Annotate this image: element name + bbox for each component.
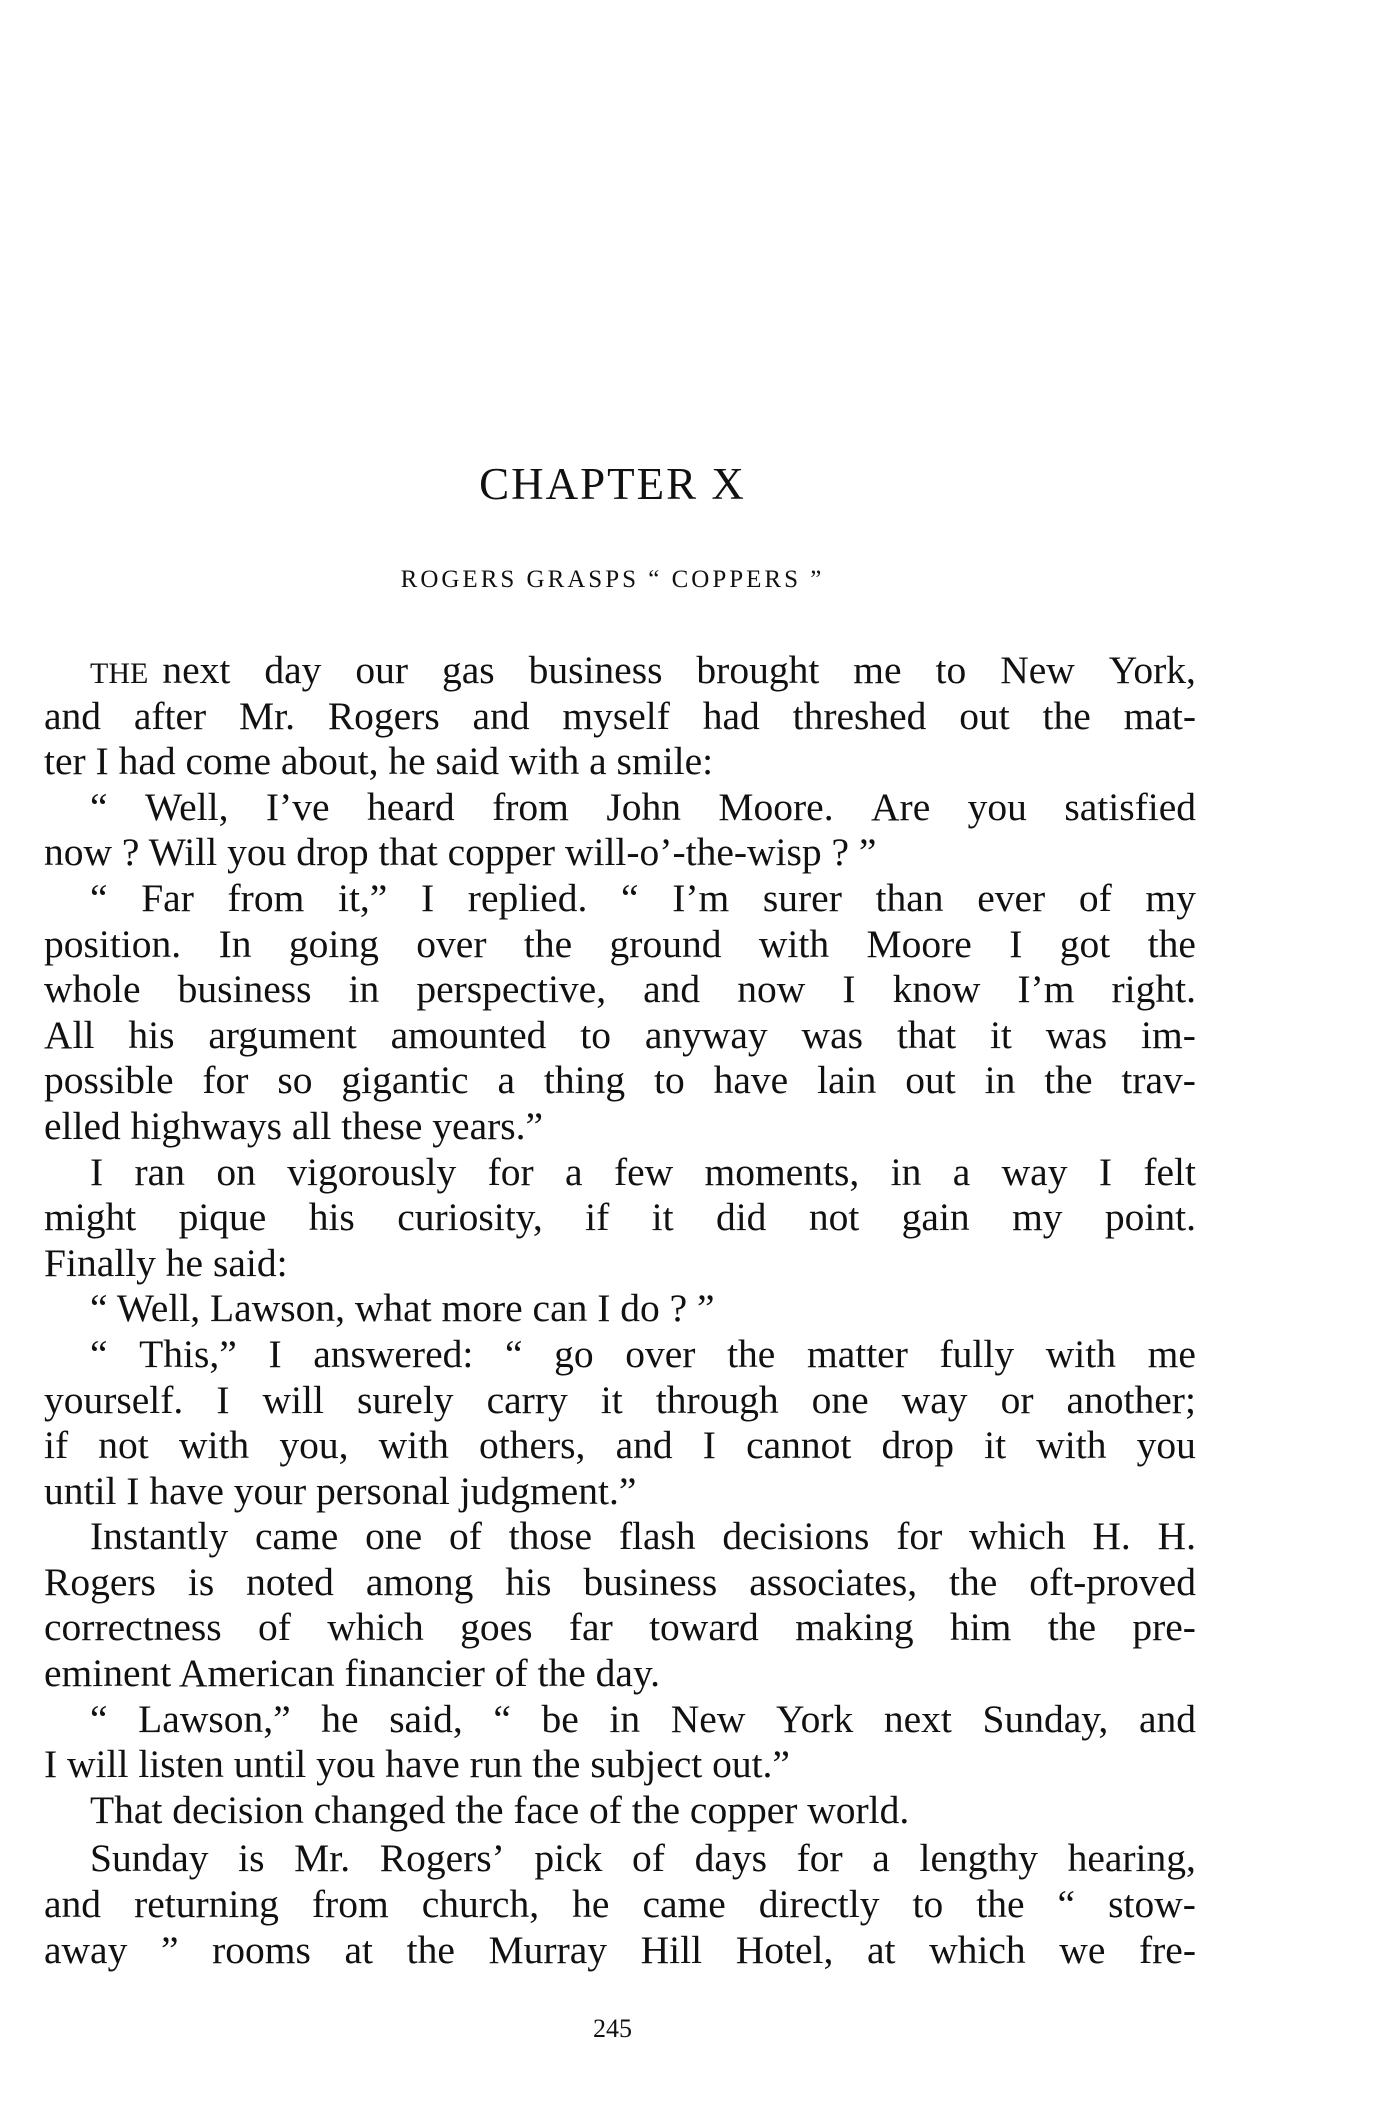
word: of: [448, 1514, 482, 1559]
word: said,: [389, 1696, 463, 1741]
word: his: [308, 1195, 355, 1240]
word: threshed: [792, 693, 927, 738]
word: thing: [543, 1058, 626, 1103]
word: and: [1138, 1696, 1196, 1741]
word: Well,: [144, 784, 229, 829]
word: Rogers’: [379, 1836, 505, 1881]
word: lain: [817, 1058, 877, 1103]
text-line: [44, 1332, 1196, 1378]
word: did: [715, 1195, 767, 1240]
word: oft-proved: [1029, 1559, 1196, 1604]
word: with: [1036, 1423, 1107, 1468]
word: im-: [1141, 1012, 1196, 1057]
word: it: [600, 1377, 623, 1422]
word: matter: [806, 1331, 908, 1376]
word: out: [959, 693, 1010, 738]
word: Moore: [866, 921, 972, 966]
word: surely: [357, 1377, 454, 1422]
opening-small-caps: THE: [90, 657, 149, 690]
word: making: [795, 1605, 914, 1650]
word: and: [44, 693, 102, 738]
word: position.: [44, 921, 182, 966]
word: was: [1045, 1012, 1108, 1057]
word: possible: [44, 1058, 174, 1103]
word: I: [1098, 1149, 1112, 1194]
word: his: [505, 1559, 552, 1604]
word: right.: [1111, 967, 1196, 1012]
word: now: [737, 967, 806, 1012]
word: fully: [939, 1331, 1015, 1376]
word: Hill: [640, 1927, 703, 1972]
word: to: [935, 648, 967, 692]
word: In: [218, 921, 252, 966]
word: H.: [1092, 1514, 1131, 1559]
word: of: [258, 1605, 291, 1650]
word: toward: [649, 1605, 759, 1650]
word: ran: [134, 1149, 185, 1194]
word: our: [355, 648, 408, 692]
word: me: [1147, 1331, 1196, 1376]
word: I: [842, 967, 856, 1012]
word: I: [90, 1149, 104, 1194]
word: “: [90, 1331, 108, 1376]
word: know: [892, 967, 981, 1012]
text-line: [44, 1605, 1196, 1651]
word: got: [1059, 921, 1111, 966]
word: satisfied: [1064, 784, 1196, 829]
word: flash: [618, 1514, 696, 1559]
word: which: [327, 1605, 424, 1650]
word: surer: [762, 875, 842, 920]
word: gain: [901, 1195, 970, 1240]
text-line: [44, 648, 1196, 694]
text-line: [44, 1378, 1196, 1424]
text-line: [44, 1013, 1196, 1059]
word: if: [44, 1423, 69, 1468]
word: you,: [279, 1423, 349, 1468]
word: trav-: [1121, 1058, 1196, 1103]
word: Instantly: [90, 1514, 229, 1559]
word: ground: [609, 921, 722, 966]
word: next: [883, 1696, 952, 1741]
text-line: until I have your personal judgment.”: [44, 1468, 637, 1513]
word: from: [227, 875, 305, 920]
word: returning: [134, 1882, 279, 1927]
word: way: [901, 1377, 968, 1422]
word: church,: [421, 1882, 540, 1927]
word: yourself.: [44, 1377, 184, 1422]
word: my: [1012, 1195, 1063, 1240]
word: This,”: [139, 1331, 237, 1376]
word: I: [216, 1377, 230, 1422]
word: amounted: [390, 1012, 547, 1057]
word: among: [365, 1559, 474, 1604]
word: “: [504, 1331, 523, 1376]
text-line: That decision changed the face of the copper world.: [90, 1787, 910, 1832]
word: might: [44, 1195, 137, 1240]
text-line: [44, 1150, 1196, 1196]
word: brought: [696, 648, 820, 692]
word: not: [808, 1195, 860, 1240]
word: Hotel,: [735, 1927, 834, 1972]
line-text: [162, 648, 1196, 694]
word: I: [268, 1331, 282, 1376]
word: argument: [208, 1012, 357, 1057]
word: on: [216, 1149, 256, 1194]
word: noted: [246, 1559, 334, 1604]
text-line: [44, 876, 1196, 922]
word: answered:: [313, 1331, 474, 1376]
word: a: [497, 1058, 516, 1103]
text-line: [44, 694, 1196, 740]
text-line: [44, 1928, 1196, 1974]
word: curiosity,: [397, 1195, 543, 1240]
word: I: [1009, 921, 1023, 966]
word: we: [1059, 1927, 1106, 1972]
word: days: [694, 1836, 767, 1881]
word: over: [416, 921, 487, 966]
word: with: [758, 921, 830, 966]
word: “: [90, 1696, 108, 1741]
word: it: [651, 1195, 674, 1240]
text-line: I will listen until you have run the subject out.”: [44, 1742, 790, 1787]
word: one: [365, 1514, 423, 1559]
word: “: [1057, 1882, 1076, 1927]
text-line: [44, 967, 1196, 1013]
word: Mr.: [294, 1836, 351, 1881]
word: a: [872, 1836, 890, 1881]
word: All: [44, 1012, 95, 1057]
word: in: [984, 1058, 1016, 1103]
word: I’m: [672, 875, 730, 920]
word: for: [796, 1836, 843, 1881]
word: him: [949, 1605, 1012, 1650]
word: he: [321, 1696, 359, 1741]
word: pre-: [1132, 1605, 1196, 1650]
word: decisions: [722, 1514, 870, 1559]
word: in: [609, 1696, 641, 1741]
word: and: [44, 1882, 102, 1927]
word: gigantic: [341, 1058, 469, 1103]
word: you: [967, 784, 1027, 829]
word: York,: [1108, 648, 1196, 692]
word: H.: [1157, 1514, 1196, 1559]
word: I’ve: [265, 784, 330, 829]
word: associates,: [749, 1559, 918, 1604]
word: Rogers: [327, 693, 440, 738]
word: “: [621, 875, 639, 920]
word: “: [493, 1696, 511, 1741]
word: if: [585, 1195, 610, 1240]
word: in: [890, 1149, 922, 1194]
word: will: [262, 1377, 324, 1422]
word: Sunday,: [982, 1696, 1109, 1741]
word: of: [632, 1836, 665, 1881]
word: Sunday: [90, 1836, 209, 1881]
word: pique: [178, 1195, 267, 1240]
word: directly: [758, 1882, 880, 1927]
word: in: [348, 967, 380, 1012]
text-line: [44, 785, 1196, 831]
word: Rogers: [44, 1559, 156, 1604]
text-line: [44, 1058, 1196, 1104]
word: going: [288, 921, 379, 966]
word: with: [178, 1423, 250, 1468]
word: lengthy: [919, 1836, 1038, 1881]
word: my: [1145, 875, 1196, 920]
word: over: [625, 1331, 696, 1376]
word: that: [896, 1012, 957, 1057]
chapter-subtitle: ROGERS GRASPS “ COPPERS ”: [400, 566, 825, 593]
word: Are: [871, 784, 931, 829]
word: the: [1042, 693, 1091, 738]
word: for: [202, 1058, 249, 1103]
word: correctness: [44, 1605, 222, 1650]
word: be: [541, 1696, 579, 1741]
word: perspective,: [416, 967, 607, 1012]
word: those: [508, 1514, 593, 1559]
word: through: [655, 1377, 779, 1422]
word: anyway: [644, 1012, 768, 1057]
text-line: [44, 1423, 1196, 1469]
chapter-title: CHAPTER X: [479, 459, 746, 509]
text-line: eminent American financier of the day.: [44, 1651, 661, 1696]
word: drop: [881, 1423, 954, 1468]
text-line: [44, 1697, 1196, 1743]
word: ever: [977, 875, 1046, 920]
word: me: [853, 648, 902, 692]
text-line: [44, 1560, 1196, 1606]
word: it: [984, 1423, 1007, 1468]
word: moments,: [704, 1149, 860, 1194]
word: Murray: [488, 1927, 608, 1972]
word: you: [1136, 1423, 1196, 1468]
word: whole: [44, 967, 141, 1012]
word: gas: [441, 648, 495, 692]
word: I: [702, 1423, 716, 1468]
word: not: [98, 1423, 149, 1468]
word: a: [565, 1149, 583, 1194]
word: ”: [160, 1927, 179, 1972]
word: John: [606, 784, 681, 829]
word: away: [44, 1927, 128, 1972]
word: is: [238, 1836, 265, 1881]
word: at: [344, 1927, 374, 1972]
word: which: [929, 1927, 1026, 1972]
word: for: [487, 1149, 534, 1194]
word: had: [702, 693, 760, 738]
word: than: [875, 875, 944, 920]
text-line: [44, 1195, 1196, 1241]
word: with: [378, 1423, 449, 1468]
word: and: [472, 693, 530, 738]
word: and: [615, 1423, 673, 1468]
word: from: [492, 784, 569, 829]
word: I’m: [1017, 967, 1075, 1012]
word: way: [1001, 1149, 1068, 1194]
word: hearing,: [1067, 1836, 1196, 1881]
word: I: [420, 875, 435, 920]
word: business: [583, 1559, 718, 1604]
word: so: [277, 1058, 313, 1103]
word: myself: [562, 693, 670, 738]
text-line: “ Well, Lawson, what more can I do ? ”: [90, 1286, 715, 1331]
word: heard: [366, 784, 455, 829]
body-text: [44, 648, 1196, 1973]
word: to: [580, 1012, 611, 1057]
word: another;: [1066, 1377, 1196, 1422]
word: it,”: [337, 875, 388, 920]
word: carry: [486, 1377, 568, 1422]
word: goes: [460, 1605, 533, 1650]
word: mat-: [1123, 693, 1196, 738]
text-line: [44, 1882, 1196, 1928]
word: fre-: [1138, 1927, 1196, 1972]
text-line: ter I had come about, he said with a smile:: [44, 739, 714, 784]
text-line: Finally he said:: [44, 1240, 288, 1285]
word: vigorously: [287, 1149, 457, 1194]
word: it: [989, 1012, 1012, 1057]
word: others,: [479, 1423, 586, 1468]
word: have: [713, 1058, 789, 1103]
word: day: [264, 648, 322, 692]
word: York: [776, 1696, 854, 1741]
text-line: now ? Will you drop that copper will-o’-the-wisp ? ”: [44, 830, 877, 875]
word: pick: [534, 1836, 603, 1881]
text-line: [44, 1836, 1196, 1882]
word: “: [90, 875, 108, 920]
word: a: [952, 1149, 971, 1194]
word: after: [133, 693, 207, 738]
word: the: [727, 1331, 776, 1376]
word: New: [1000, 648, 1075, 692]
word: at: [866, 1927, 896, 1972]
word: the: [406, 1927, 455, 1972]
word: the: [1047, 1605, 1096, 1650]
word: the: [1147, 921, 1196, 966]
word: go: [554, 1331, 594, 1376]
word: the: [523, 921, 573, 966]
word: with: [1045, 1331, 1116, 1376]
word: one: [811, 1377, 869, 1422]
word: Moore.: [718, 784, 834, 829]
word: was: [801, 1012, 863, 1057]
word: the: [976, 1882, 1025, 1927]
word: Lawson,”: [138, 1696, 291, 1741]
word: business: [177, 967, 312, 1012]
first-word: [90, 648, 148, 694]
word: point.: [1104, 1195, 1196, 1240]
word: cannot: [746, 1423, 852, 1468]
word: business: [528, 648, 663, 692]
word: replied.: [467, 875, 588, 920]
word: Mr.: [239, 693, 296, 738]
word: from: [311, 1882, 389, 1927]
text-line: [44, 1514, 1196, 1560]
word: he: [572, 1882, 610, 1927]
word: rooms: [212, 1927, 311, 1972]
word: few: [613, 1149, 674, 1194]
word: which: [969, 1514, 1066, 1559]
word: or: [1000, 1377, 1034, 1422]
word: his: [128, 1012, 175, 1057]
word: of: [1078, 875, 1112, 920]
word: New: [670, 1696, 746, 1741]
word: is: [187, 1559, 215, 1604]
word: came: [642, 1882, 726, 1927]
word: the: [1044, 1058, 1093, 1103]
word: next: [162, 648, 231, 692]
word: the: [949, 1559, 998, 1604]
word: felt: [1143, 1149, 1196, 1194]
word: came: [255, 1514, 339, 1559]
word: to: [654, 1058, 685, 1103]
word: Far: [141, 875, 194, 920]
word: stow-: [1108, 1882, 1196, 1927]
word: far: [568, 1605, 613, 1650]
page-number: 245: [593, 2014, 632, 2043]
word: out: [905, 1058, 956, 1103]
word: to: [912, 1882, 944, 1927]
word: for: [896, 1514, 943, 1559]
text-line: elled highways all these years.”: [44, 1103, 544, 1148]
text-line: [44, 922, 1196, 968]
word: and: [643, 967, 701, 1012]
word: “: [90, 784, 108, 829]
